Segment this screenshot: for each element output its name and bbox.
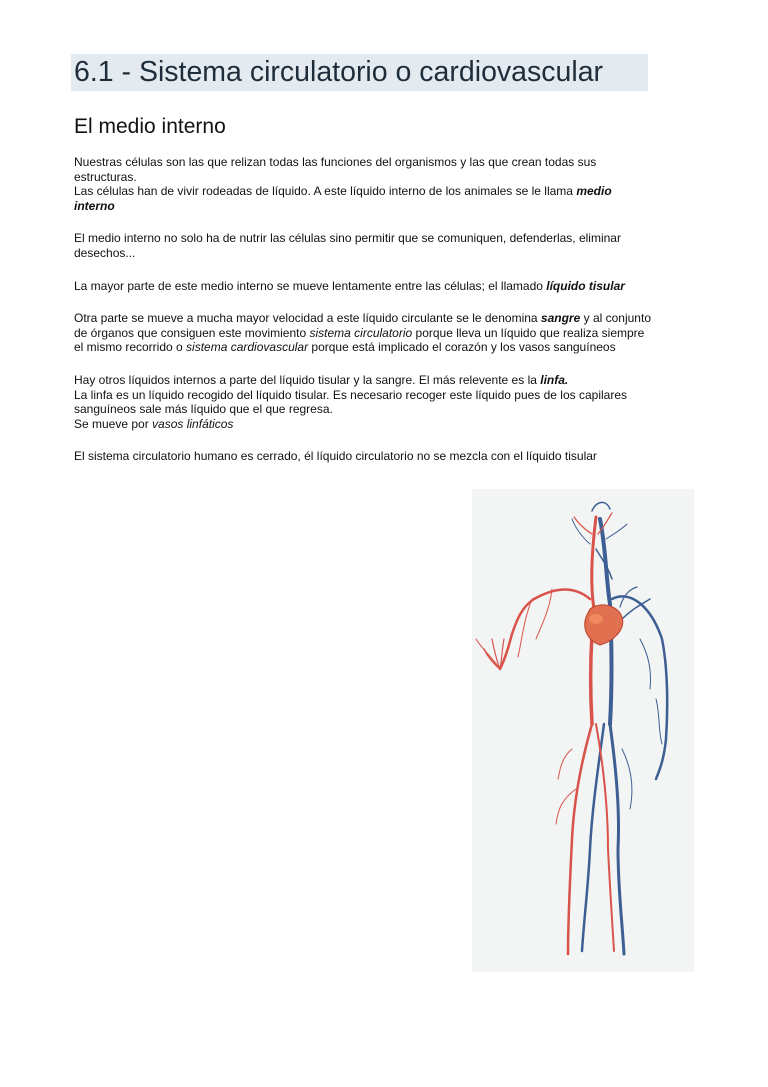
p6-line-1: El sistema circulatorio humano es cerrado, él líquido circulatorio no se mezcla con el líquido tisular: [74, 449, 597, 464]
p2-line-2: desechos...: [74, 245, 136, 260]
term-liquido-tisular: líquido tisular: [546, 278, 625, 293]
paragraph-2: [74, 231, 704, 260]
term-linfa: linfa.: [540, 372, 569, 387]
veins: [572, 502, 667, 954]
p5-line-2: La linfa es un líquido recogido del líquido tisular. Es necesario recoger este líquido pues de los capilares: [74, 387, 628, 402]
arteries: [476, 513, 614, 954]
p1-line-3: [74, 184, 704, 199]
p2-line-1: El medio interno no solo ha de nutrir las células sino permitir que se comuniquen, defenderlas, eliminar: [74, 231, 621, 246]
paragraph-1: [74, 155, 704, 213]
p1-line-2: estructuras.: [74, 169, 137, 184]
paragraph-3: [74, 279, 704, 294]
body-vessels-svg: [472, 489, 694, 972]
circulatory-system-illustration: [472, 489, 694, 972]
p3-line-1: [74, 279, 704, 294]
term-sangre: sangre: [540, 311, 581, 326]
p4-l2-end: porque lleva un líquido que realiza siempre: [412, 325, 645, 340]
p4-l2-text: de órganos que consiguen este movimiento: [74, 325, 310, 340]
p4-l3-end: porque está implicado el corazón y los vasos sanguíneos: [308, 340, 616, 355]
p4-l1-text: Otra parte se mueve a mucha mayor velocidad a este líquido circulante se le denomina: [74, 311, 541, 326]
term-interno: interno: [74, 198, 115, 213]
paragraph-5: [74, 373, 704, 431]
p5-line-4: [74, 417, 704, 432]
p4-l3-text: el mismo recorrido o: [74, 340, 187, 355]
paragraph-4: [74, 311, 704, 355]
term-sistema-cardiovascular: sistema cardiovascular: [186, 340, 309, 355]
p1-line-3-text: Las células han de vivir rodeadas de líquido. A este líquido interno de los animales se le llama: [74, 184, 577, 199]
p5-line-1: [74, 373, 704, 388]
page-title: 6.1 - Sistema circulatorio o cardiovascular: [71, 54, 648, 91]
p4-line-1: [74, 311, 704, 326]
term-vasos-linfaticos: vasos linfáticos: [152, 416, 234, 431]
p5-l1-text: Hay otros líquidos internos a parte del líquido tisular y la sangre. El más relevente es la: [74, 372, 541, 387]
p4-l1-end: y al conjunto: [580, 311, 651, 326]
body-text: [74, 155, 704, 482]
p1-line-1: Nuestras células son las que relizan todas las funciones del organismos y las que crean todas sus: [74, 155, 597, 169]
term-sistema-circulatorio: sistema circulatorio: [309, 325, 413, 340]
p5-l4-text: Se mueve por: [74, 416, 153, 431]
heart-icon: [585, 605, 623, 645]
term-medio: medio: [576, 184, 612, 199]
p4-line-3: [74, 340, 704, 355]
p3-text: La mayor parte de este medio interno se mueve lentamente entre las células; el llamado: [74, 278, 547, 293]
section-heading: El medio interno: [74, 115, 226, 138]
paragraph-6: [74, 449, 704, 464]
p5-line-3: sanguíneos sale más líquido que el que regresa.: [74, 402, 333, 417]
p4-line-2: [74, 326, 704, 341]
